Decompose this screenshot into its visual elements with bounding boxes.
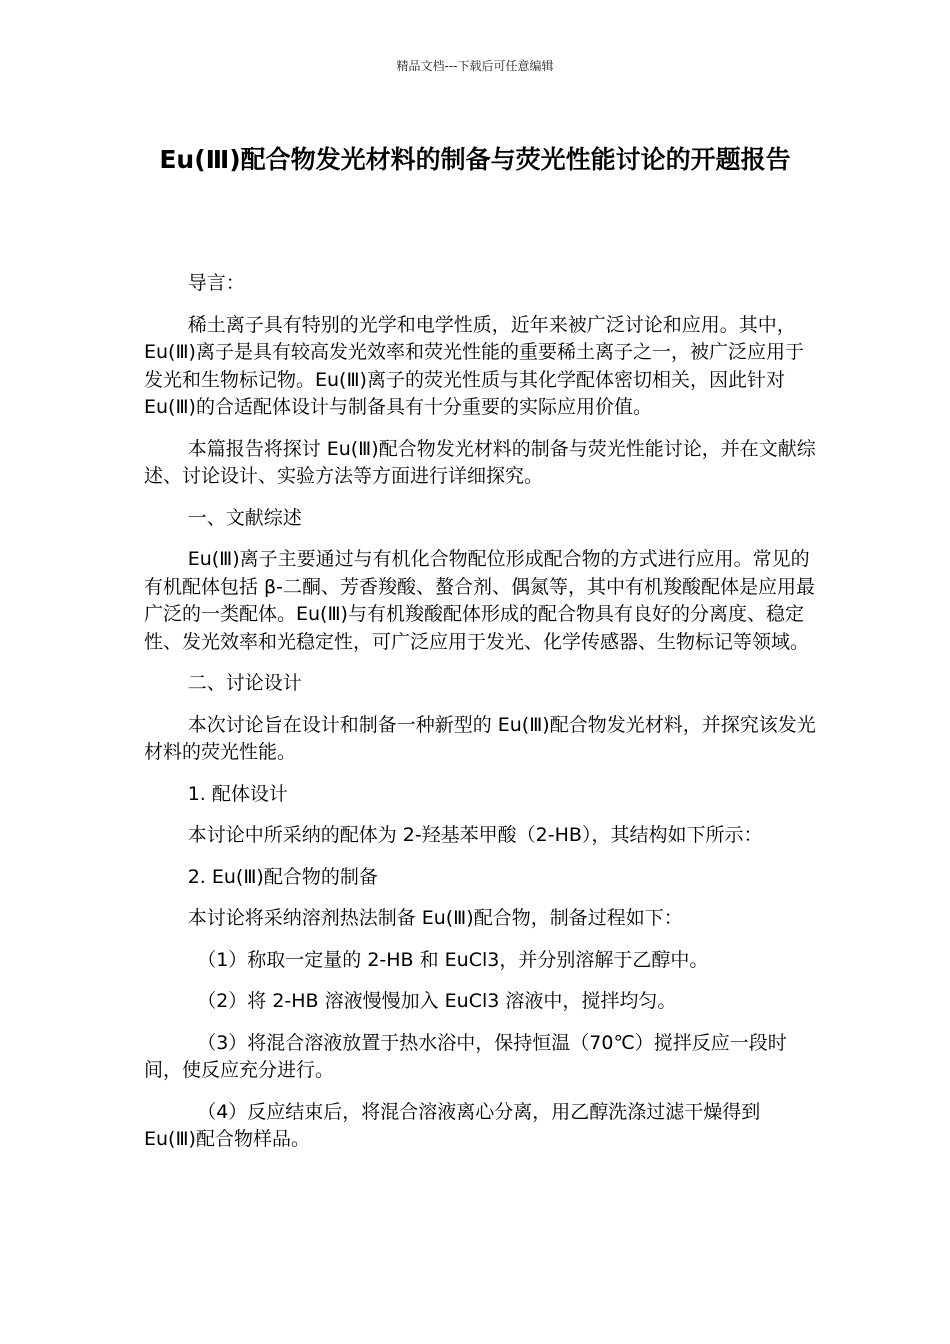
subheading-complex-preparation: 2. Eu(Ⅲ)配合物的制备 xyxy=(187,865,378,888)
subheading-ligand-design: 1. 配体设计 xyxy=(187,782,288,805)
intro-paragraph: 稀土离子具有特别的光学和电学性质，近年来被广泛讨论和应用。其中，Eu(Ⅲ)离子是具有较高发光效率和荧光性能的重要稀土离子之一，被广泛应用于发光和生物标记物。Eu(Ⅲ)离子的荧光性质与其化学配体密切相关，因此针对 Eu(Ⅲ)的合适配体设计与制备具有十分重要的实际应用价值。 xyxy=(144,313,804,418)
page-watermark: 精品文档---下载后可任意编辑 xyxy=(396,59,554,73)
document-title: Eu(Ⅲ)配合物发光材料的制备与荧光性能讨论的开题报告 xyxy=(159,145,791,174)
ligand-paragraph: 本讨论中所采纳的配体为 2-羟基苯甲酸（2-HB），其结构如下所示： xyxy=(187,824,763,846)
preparation-step-3: （3）将混合溶液放置于热水浴中，保持恒温（70℃）搅拌反应一段时间，使反应充分进行。 xyxy=(144,1031,787,1081)
preparation-step-4: （4）反应结束后，将混合溶液离心分离，用乙醇洗涤过滤干燥得到 Eu(Ⅲ)配合物样品。 xyxy=(144,1100,761,1150)
intro-heading: 导言： xyxy=(187,272,245,294)
preparation-step-2: （2）将 2-HB 溶液慢慢加入 EuCl3 溶液中，搅拌均匀。 xyxy=(197,990,677,1012)
section-heading-literature: 一、文献综述 xyxy=(187,506,302,529)
document-body xyxy=(144,270,816,1168)
preparation-paragraph: 本讨论将采纳溶剂热法制备 Eu(Ⅲ)配合物，制备过程如下： xyxy=(187,907,683,929)
literature-paragraph: Eu(Ⅲ)离子主要通过与有机化合物配位形成配合物的方式进行应用。常见的有机配体包括 β-二酮、芳香羧酸、螯合剂、偶氮等，其中有机羧酸配体是应用最广泛的一类配体。Eu(Ⅲ)与有机羧酸配体形成的配合物具有良好的分离度、稳定性、发光效率和光稳定性，可广泛应用于发光、化学传感器、生物标记等领域。 xyxy=(144,548,816,653)
scope-paragraph: 本篇报告将探讨 Eu(Ⅲ)配合物发光材料的制备与荧光性能讨论，并在文献综述、讨论设计、实验方法等方面进行详细探究。 xyxy=(144,437,816,487)
preparation-step-1: （1）称取一定量的 2-HB 和 EuCl3，并分别溶解于乙醇中。 xyxy=(197,948,709,971)
design-paragraph: 本次讨论旨在设计和制备一种新型的 Eu(Ⅲ)配合物发光材料，并探究该发光材料的荧光性能。 xyxy=(144,713,816,763)
section-heading-design: 二、讨论设计 xyxy=(187,672,302,694)
